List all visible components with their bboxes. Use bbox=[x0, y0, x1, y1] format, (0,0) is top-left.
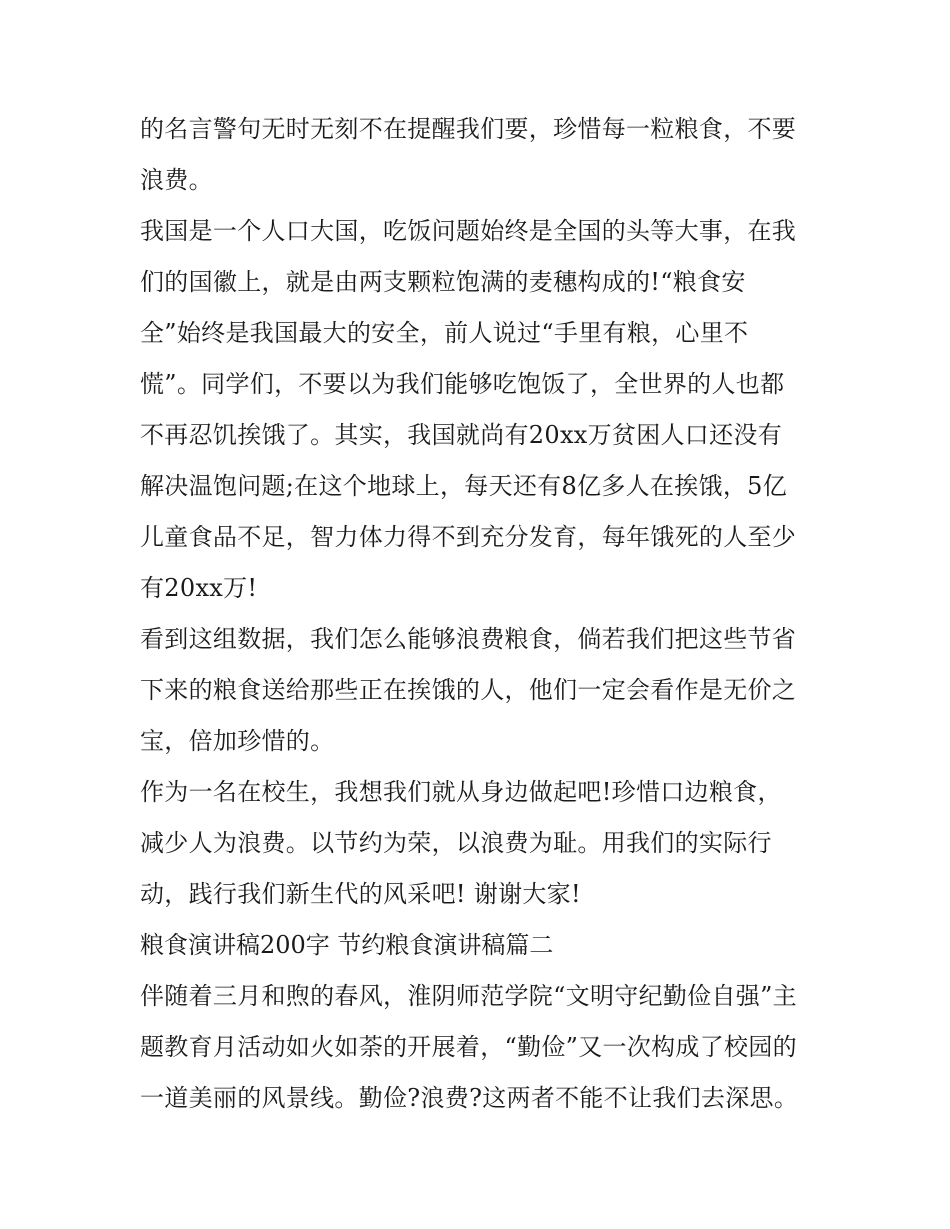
text-line: 解决温饱问题;在这个地球上，每天还有8亿多人在挨饿，5亿 bbox=[140, 472, 788, 500]
text-line: 我国是一个人口大国，吃饭问题始终是全国的头等大事，在我 bbox=[140, 217, 797, 245]
text-line: 作为一名在校生，我想我们就从身边做起吧!珍惜口边粮食， bbox=[140, 778, 782, 806]
text-line: 减少人为浪费。以节约为荣，以浪费为耻。用我们的实际行 bbox=[140, 829, 772, 857]
text-line: 伴随着三月和煦的春风，淮阴师范学院“文明守纪勤俭自强”主 bbox=[140, 982, 797, 1010]
text-line: 一道美丽的风景线。勤俭?浪费?这两者不能不让我们去深思。 bbox=[140, 1084, 799, 1112]
text-line: 不再忍饥挨饿了。其实，我国就尚有20xx万贫困人口还没有 bbox=[140, 421, 783, 449]
section-title: 粮食演讲稿200字 节约粮食演讲稿篇二 bbox=[140, 931, 554, 959]
text-line: 慌”。同学们，不要以为我们能够吃饱饭了，全世界的人也都 bbox=[140, 370, 785, 398]
text-line: 们的国徽上，就是由两支颗粒饱满的麦穗构成的!“粮食安 bbox=[140, 268, 746, 296]
text-line: 有20xx万! bbox=[140, 574, 258, 602]
text-line: 动，践行我们新生代的风采吧! 谢谢大家! bbox=[140, 880, 581, 908]
document-body bbox=[140, 104, 820, 1124]
text-line: 浪费。 bbox=[140, 166, 213, 194]
text-line: 儿童食品不足，智力体力得不到充分发育，每年饿死的人至少 bbox=[140, 523, 797, 551]
text-line: 全”始终是我国最大的安全，前人说过“手里有粮，心里不 bbox=[140, 319, 749, 347]
text-line: 题教育月活动如火如荼的开展着，“勤俭”又一次构成了校园的 bbox=[140, 1033, 797, 1061]
text-line: 宝，倍加珍惜的。 bbox=[140, 727, 335, 755]
text-line: 下来的粮食送给那些正在挨饿的人，他们一定会看作是无价之 bbox=[140, 676, 797, 704]
text-line: 的名言警句无时无刻不在提醒我们要，珍惜每一粒粮食，不要 bbox=[140, 115, 797, 143]
text-line: 看到这组数据，我们怎么能够浪费粮食，倘若我们把这些节省 bbox=[140, 625, 797, 653]
